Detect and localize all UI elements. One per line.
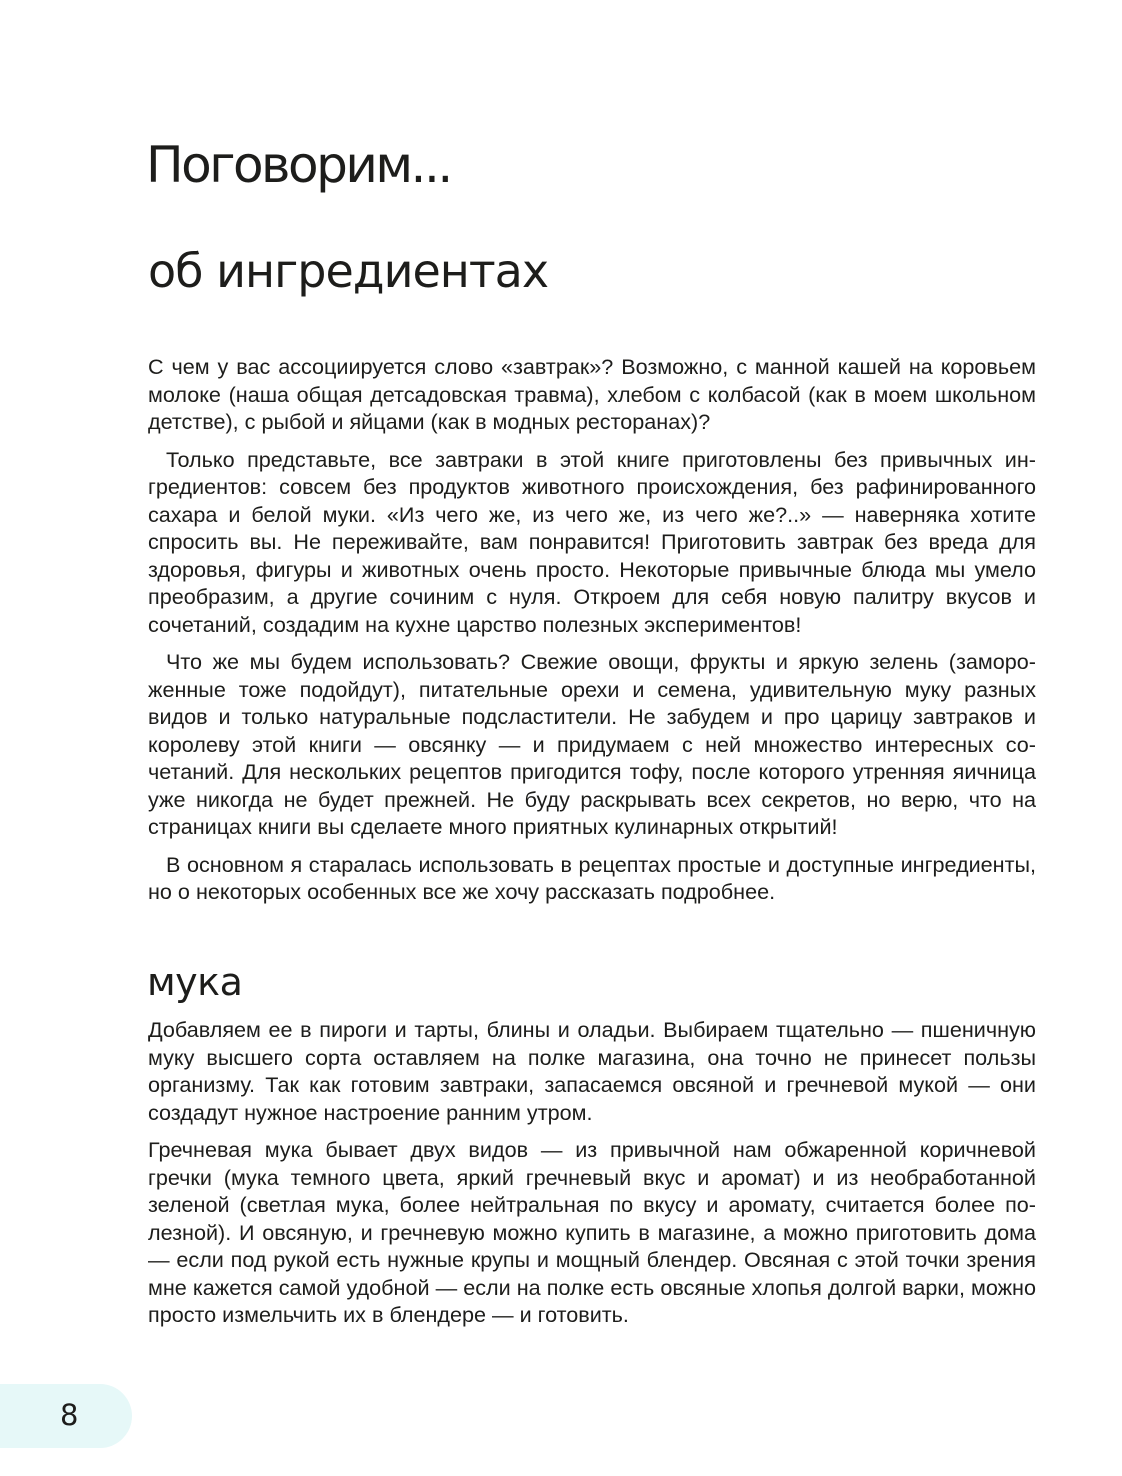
intro-paragraph: С чем у вас ассоциируется слово «завтрак»? Возможно, с манной кашей на коровьем молоке (наша общая детсадовская травма), хлебом с колбасой (как в моем школьном детстве), с рыбой и яйцами (как в модных ресторанах)? — [148, 354, 1036, 434]
page-number: 8 — [60, 1398, 79, 1432]
section-heading-flour: мука — [147, 960, 243, 1004]
intro-section — [148, 353, 1036, 916]
flour-section — [148, 1016, 1036, 1339]
page-title: Поговорим... — [146, 136, 451, 194]
flour-paragraph: Гречневая мука бывает двух видов — из привычной нам обжаренной коричневой гречки (мука темного цвета, яркий гречневый вкус и аромат) и из необработанной зеленой (светлая мука, более нейтральная по вкусу и аромату, считается более полезной). И овсяную, и гречневую можно купить в магазине, а можно приготовить дома — если под рукой есть нужные крупы и мощный блендер. Овсяная с этой точки зрения мне кажется самой удобной — если на полке есть овсяные хлопья долгой варки, можно просто измельчить их в блендере — и готовить. — [148, 1137, 1036, 1327]
flour-paragraph: Добавляем ее в пироги и тарты, блины и оладьи. Выбираем тщательно — пшеничную муку высшего сорта оставляем на полке магазина, она точно не принесет пользы организму. Так как готовим завтраки, запасаемся овсяной и гречневой мукой — они создадут нужное настроение ранним утром. — [148, 1017, 1036, 1125]
page-subtitle: об ингредиентах — [148, 244, 549, 298]
intro-paragraph: Только представьте, все завтраки в этой книге приготовлены без привычных ингредиентов: совсем без продуктов животного происхождения, без рафинированного сахара и белой муки. «Из чего же, из чего же, из чего же?..» — наверняка хотите спросить вы. Не переживайте, вам понравится! Приготовить завтрак без вреда для здоровья, фигуры и животных очень просто. Некоторые привычные блюда мы умело преобразим, а другие сочиним с нуля. Откроем для себя новую палитру вкусов и сочетаний, создадим на кухне царство полезных экспериментов! — [148, 446, 1036, 637]
intro-paragraph: В основном я старалась использовать в рецептах простые и доступные ингредиенты, но о некоторых особенных все же хочу рассказать подробнее. — [148, 851, 1036, 904]
intro-paragraph: Что же мы будем использовать? Свежие овощи, фрукты и яркую зелень (замороженные тоже подойдут), питательные орехи и семена, удивительную муку разных видов и только натуральные подсластители. Не забудем и про царицу завтраков и королеву этой книги — овсянку — и придумаем с ней множество интересных сочетаний. Для нескольких рецептов пригодится тофу, после которого утренняя яичница уже никогда не будет прежней. Не буду раскрывать всех секретов, но верю, что на страницах книги вы сделаете много приятных кулинарных открытий! — [148, 649, 1036, 839]
